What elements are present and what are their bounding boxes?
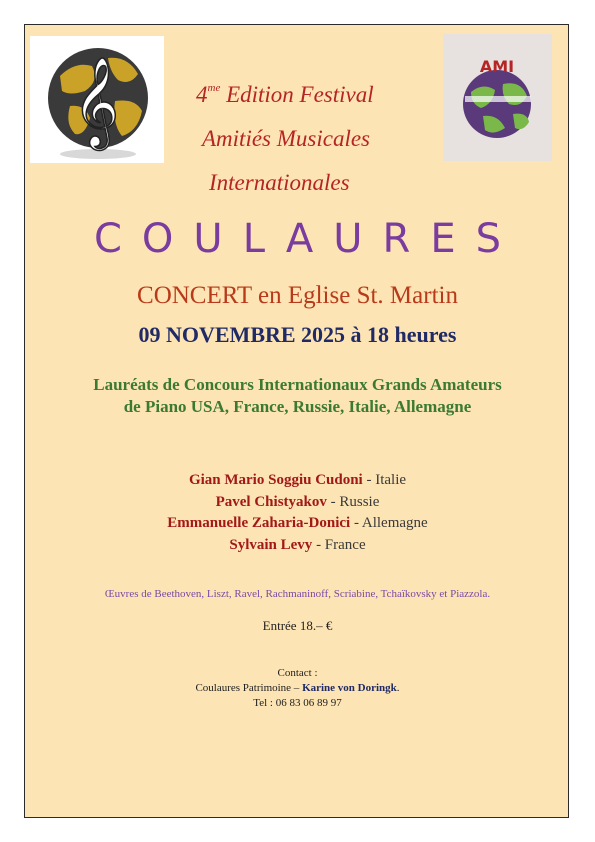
contact-person: Karine von Doringk [302, 682, 397, 694]
concert-date: 09 NOVEMBRE 2025 à 18 heures [138, 322, 457, 347]
artist-country: - Italie [362, 472, 407, 488]
artist-row [0, 535, 595, 557]
artist-row [0, 492, 595, 514]
artist-name: Pavel Chistyakov [215, 493, 327, 510]
artist-country: - Russie [326, 493, 380, 510]
laureats-line: de Piano USA, France, Russie, Italie, Allemagne [123, 397, 472, 416]
treble-clef-globe-logo [30, 36, 164, 163]
festival-title-line2: Amitiés Musicales [202, 126, 370, 151]
contact-title: Contact : [277, 667, 318, 679]
laureats-line: Lauréats de Concours Internationaux Grands Amateurs [93, 375, 502, 394]
artist-row [0, 470, 595, 492]
artist-name: Sylvain Levy [229, 536, 313, 553]
festival-edition: $4^{me}$ Edition Festival [196, 82, 374, 107]
works-list: Œuvres de Beethoven, Liszt, Ravel, Rachmaninoff, Scriabine, Tchaïkovsky et Piazzola. [104, 588, 491, 600]
artist-name: Emmanuelle Zaharia-Donici [167, 515, 351, 531]
contact-org-line: Coulaures Patrimoine – Karine von Doringk. [195, 682, 400, 694]
contact-block [0, 666, 595, 711]
artist-name: Gian Mario Soggiu Cudoni [188, 472, 363, 488]
artist-country: - France [312, 536, 366, 553]
entry-price: Entrée 18.– € [262, 618, 333, 633]
town-title: COULAURES [94, 216, 521, 262]
artist-list [0, 470, 595, 556]
festival-title-line3: Internationales [209, 170, 350, 195]
svg-text:𝄞: 𝄞 [72, 57, 120, 147]
contact-phone: Tel : 06 83 06 89 97 [253, 697, 342, 709]
artist-row [0, 513, 595, 535]
laureats-text [0, 374, 595, 418]
logo-letters: AMI [479, 57, 515, 76]
ami-globe-logo [443, 34, 552, 161]
artist-country: - Allemagne [350, 515, 428, 531]
concert-venue: CONCERT en Eglise St. Martin [137, 282, 458, 309]
